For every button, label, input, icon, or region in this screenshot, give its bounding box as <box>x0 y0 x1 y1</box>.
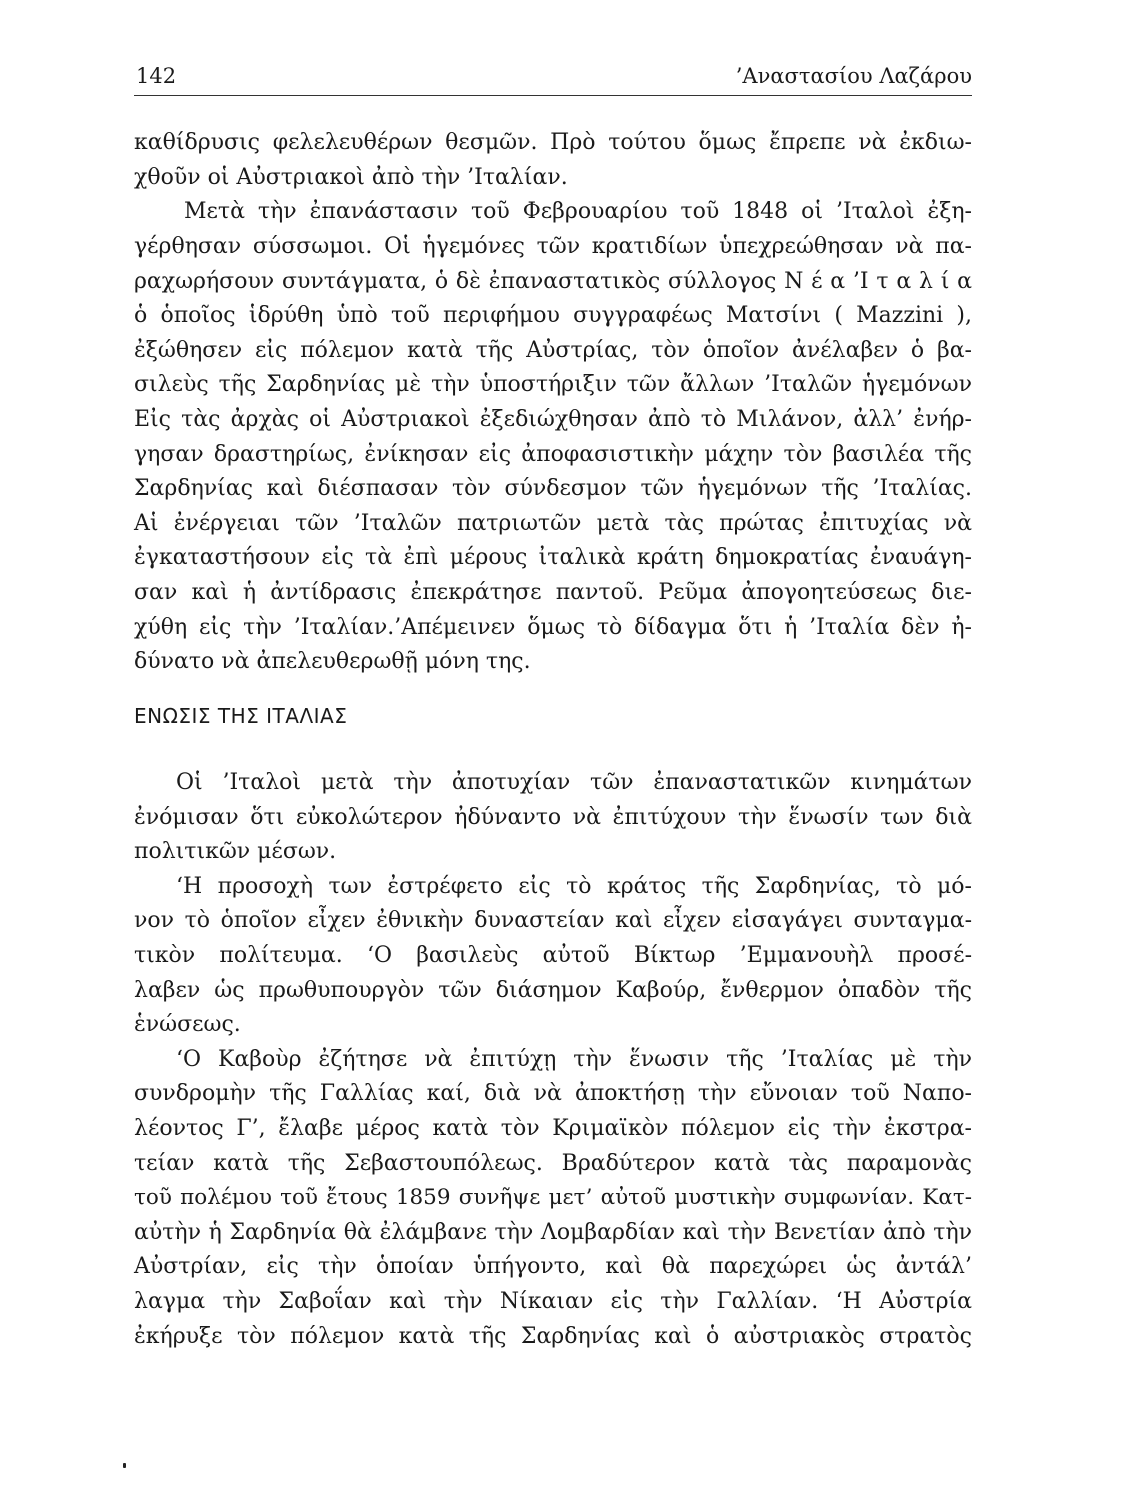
text-line: ἐνόμισαν ὅτι εὐκολώτερον ἠδύναντο νὰ ἐπιτύχουν τὴν ἕνωσίν των διὰ <box>134 805 972 830</box>
text-line: τοῦ πολέμου τοῦ ἔτους 1859 συνῆψε μετ’ αὐτοῦ μυστικὴν συμφωνίαν. Κατ- <box>134 1185 972 1210</box>
text-line: ὁ ὁποῖος ἱδρύθη ὑπὸ τοῦ περιφήμου συγγραφέως Ματσίνι ( Mazzini ), <box>134 303 972 328</box>
text-line: ἐξώθησεν εἰς πόλεμον κατὰ τῆς Αὐστρίας, τὸν ὁποῖον ἀνέλαβεν ὁ βα- <box>134 338 972 363</box>
text-line: γέρθησαν σύσσωμοι. Οἱ ἡγεμόνες τῶν κρατιδίων ὑπεχρεώθησαν νὰ πα- <box>134 234 972 259</box>
text-line: καθίδρυσις φελελευθέρων θεσμῶν. Πρὸ τούτου ὅμως ἔπρεπε νὰ ἐκδιω- <box>134 130 972 155</box>
ink-speck <box>123 1463 126 1468</box>
text-line: ‘Ο Καβοὺρ ἐζήτησε νὰ ἐπιτύχῃ τὴν ἕνωσιν τῆς ’Ιταλίας μὲ τὴν <box>176 1047 972 1072</box>
text-line: ‘Η προσοχὴ των ἐστρέφετο εἰς τὸ κράτος τῆς Σαρδηνίας, τὸ μό- <box>176 874 972 899</box>
text-line: σαν καὶ ἡ ἀντίδρασις ἐπεκράτησε παντοῦ. Ρεῦμα ἀπογοητεύσεως διε- <box>134 580 972 605</box>
text-line: αὐτὴν ἡ Σαρδηνία θὰ ἐλάμβανε τὴν Λομβαρδίαν καὶ τὴν Βενετίαν ἀπὸ τὴν <box>134 1220 972 1245</box>
text-line: σιλεὺς τῆς Σαρδηνίας μὲ τὴν ὑποστήριξιν τῶν ἄλλων ’Ιταλῶν ἡγεμόνων <box>134 372 972 397</box>
text-line: Αἱ ἐνέργειαι τῶν ’Ιταλῶν πατριωτῶν μετὰ τὰς πρώτας ἐπιτυχίας νὰ <box>134 511 972 536</box>
text-line: λαγμα τὴν Σαβοΐαν καὶ τὴν Νίκαιαν εἰς τὴν Γαλλίαν. ‘Η Αὐστρία <box>134 1289 972 1314</box>
text-line: ἑνώσεως. <box>134 1012 241 1037</box>
text-line: Αὐστρίαν, εἰς τὴν ὁποίαν ὑπήγοντο, καὶ θὰ παρεχώρει ὡς ἀντάλ’ <box>134 1254 972 1279</box>
text-line: ἐκήρυξε τὸν πόλεμον κατὰ τῆς Σαρδηνίας καὶ ὁ αὐστριακὸς στρατὸς <box>134 1324 972 1349</box>
text-line: Σαρδηνίας καὶ διέσπασαν τὸν σύνδεσμον τῶν ἡγεμόνων τῆς ’Ιταλίας. <box>134 476 972 501</box>
text-line: ραχωρήσουν συντάγματα, ὁ δὲ ἐπαναστατικὸς σύλλογος Ν έ α ’Ι τ α λ ί α <box>134 269 972 294</box>
text-line: Εἰς τὰς ἀρχὰς οἱ Αὐστριακοὶ ἐξεδιώχθησαν ἀπὸ τὸ Μιλάνον, ἀλλ’ ἐνήρ- <box>134 407 972 432</box>
text-line: δύνατο νὰ ἀπελευθερωθῇ μόνη της. <box>134 649 531 674</box>
section-heading: ΕΝΩΣΙΣ ΤΗΣ ΙΤΑΛΙΑΣ <box>134 704 348 728</box>
text-line: πολιτικῶν μέσων. <box>134 839 337 864</box>
text-line: χθοῦν οἱ Αὐστριακοὶ ἀπὸ τὴν ’Ιταλίαν. <box>134 165 568 190</box>
page-header <box>134 58 972 94</box>
running-title: ’Αναστασίου Λαζάρου <box>735 64 972 88</box>
text-line: Μετὰ τὴν ἐπανάστασιν τοῦ Φεβρουαρίου τοῦ 1848 οἱ ’Ιταλοὶ ἐξη- <box>184 199 972 224</box>
text-line: χύθη εἰς τὴν ’Ιταλίαν.’Απέμεινεν ὅμως τὸ δίδαγμα ὅτι ἡ ’Ιταλία δὲν ἠ- <box>134 615 972 640</box>
text-line: λαβεν ὡς πρωθυπουργὸν τῶν διάσημον Καβούρ, ἔνθερμον ὀπαδὸν τῆς <box>134 978 972 1003</box>
page-number: 142 <box>136 64 177 88</box>
text-line: λέοντος Γ’, ἔλαβε μέρος κατὰ τὸν Κριμαϊκὸν πόλεμον εἰς τὴν ἐκστρα- <box>134 1116 972 1141</box>
text-line: τικὸν πολίτευμα. ‘Ο βασιλεὺς αὐτοῦ Βίκτωρ ’Εμμανουὴλ προσέ- <box>134 943 972 968</box>
header-rule <box>134 95 972 96</box>
text-line: συνδρομὴν τῆς Γαλλίας καί, διὰ νὰ ἀποκτήσῃ τὴν εὔνοιαν τοῦ Ναπο- <box>134 1081 972 1106</box>
text-line: γησαν δραστηρίως, ἐνίκησαν εἰς ἀποφασιστικὴν μάχην τὸν βασιλέα τῆς <box>134 442 972 467</box>
text-line: ἐγκαταστήσουν εἰς τὰ ἐπὶ μέρους ἰταλικὰ κράτη δημοκρατίας ἐναυάγη- <box>134 545 972 570</box>
text-line: Οἱ ’Ιταλοὶ μετὰ τὴν ἀποτυχίαν τῶν ἐπαναστατικῶν κινημάτων <box>176 770 972 795</box>
text-line: νον τὸ ὁποῖον εἶχεν ἐθνικὴν δυναστείαν καὶ εἶχεν εἰσαγάγει συνταγμα- <box>134 908 972 933</box>
text-line: τείαν κατὰ τῆς Σεβαστουπόλεως. Βραδύτερον κατὰ τὰς παραμονὰς <box>134 1151 972 1176</box>
